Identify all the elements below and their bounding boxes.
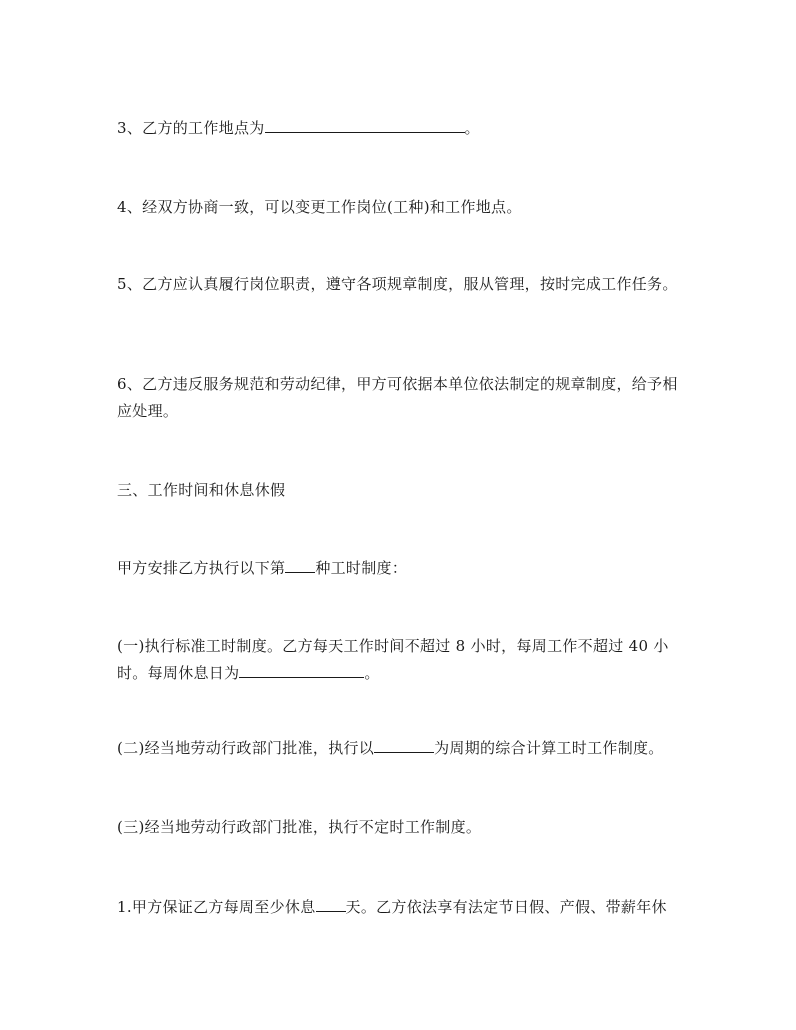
clause-3-work-location (117, 115, 687, 142)
work-hours-intro (117, 555, 687, 582)
clause-6-violations: 6、乙方违反服务规范和劳动纪律，甲方可依据本单位依法制定的规章制度，给予相应处理。 (117, 375, 678, 420)
rest-days-blank[interactable] (316, 896, 346, 912)
option-2-text: (二)经当地劳动行政部门批准，执行以 (117, 739, 375, 757)
clause-3-end: 。 (464, 119, 480, 137)
option-2-end: 为周期的综合计算工时工作制度。 (434, 739, 664, 757)
work-hours-intro-end: 种工时制度： (315, 559, 408, 577)
work-hours-intro-text: 甲方安排乙方执行以下第 (117, 559, 286, 577)
section-3-heading: 三、工作时间和休息休假 (117, 481, 286, 499)
clause-4-change-position: 4、经双方协商一致，可以变更工作岗位(工种)和工作地点。 (117, 198, 522, 216)
option-1-standard-hours (117, 633, 687, 687)
option-3-flexible-hours: (三)经当地劳动行政部门批准，执行不定时工作制度。 (117, 818, 482, 836)
clause-5-duties: 5、乙方应认真履行岗位职责，遵守各项规章制度，服从管理，按时完成工作任务。 (117, 275, 678, 293)
cycle-period-blank[interactable] (374, 737, 434, 753)
work-hours-system-blank[interactable] (285, 557, 315, 573)
option-2-comprehensive-hours (117, 735, 687, 762)
item-1-rest-days (117, 894, 717, 921)
work-location-blank[interactable] (265, 117, 465, 133)
option-1-end: 。 (364, 664, 380, 682)
weekly-rest-day-blank[interactable] (239, 662, 364, 678)
option-1-text: (一)执行标准工时制度。乙方每天工作时间不超过 8 小时，每周工作不超过 40 小时。每周休息日为 (117, 637, 669, 682)
item-1-end: 天。乙方依法享有法定节日假、产假、带薪年休 (345, 898, 667, 916)
item-1-text: 1.甲方保证乙方每周至少休息 (117, 898, 316, 916)
clause-3-text: 3、乙方的工作地点为 (117, 119, 265, 137)
